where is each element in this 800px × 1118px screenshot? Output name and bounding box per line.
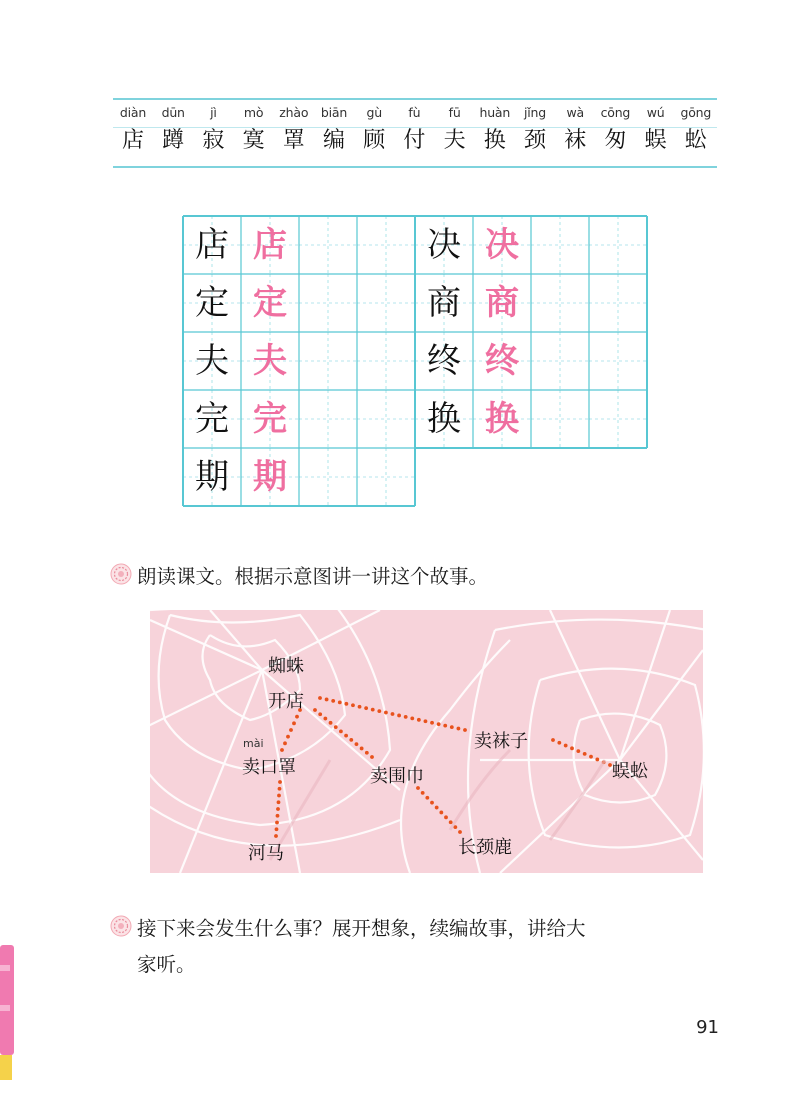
connector-dot: [344, 702, 348, 706]
connector-dot: [329, 721, 333, 725]
vocab-character: 颈: [523, 128, 546, 153]
vocab-word: [435, 100, 475, 160]
connector-dot: [318, 712, 322, 716]
vocab-word: [153, 100, 193, 160]
vocabulary-strip: [113, 98, 717, 168]
model-character: 夫: [195, 341, 229, 381]
trace-character: 定: [253, 283, 287, 323]
connector-dot: [424, 719, 428, 723]
connector-dot: [292, 721, 296, 725]
connector-dot: [286, 735, 290, 739]
connector-dot: [276, 814, 280, 818]
vocab-character: 罩: [282, 128, 305, 153]
connector-dot: [564, 744, 568, 748]
vocab-character: 蜈: [644, 128, 667, 153]
connector-dot: [449, 820, 453, 824]
task-1: [110, 560, 710, 594]
connector-dot: [417, 718, 421, 722]
node-sell-scarf: 卖围巾: [370, 766, 424, 787]
vocab-pinyin: zhào: [279, 105, 309, 120]
connector-dot: [457, 727, 461, 731]
vocab-character: 匆: [604, 128, 627, 153]
vocab-word: [475, 100, 515, 160]
connector-dot: [295, 715, 299, 719]
model-character: 定: [195, 283, 229, 323]
spider-web-background: [150, 610, 703, 873]
vocab-word: [234, 100, 274, 160]
connector-dot: [391, 712, 395, 716]
vocab-character: 顾: [363, 128, 386, 153]
node-centipede: 蜈蚣: [612, 761, 648, 782]
vocab-word: [636, 100, 676, 160]
vocab-word: [394, 100, 434, 160]
connector-dot: [435, 806, 439, 810]
vocab-pinyin: fū: [448, 105, 461, 120]
connector-dot: [437, 722, 441, 726]
vocab-pinyin: jì: [210, 105, 217, 120]
connector-dot: [325, 698, 329, 702]
connector-dot: [404, 715, 408, 719]
vocab-character: 蹲: [162, 128, 185, 153]
task-2-line-1: 接下来会发生什么事？展开想象，续编故事，讲给大: [137, 917, 586, 940]
vocab-character: 夫: [443, 128, 466, 153]
vocab-character: 袜: [564, 128, 587, 153]
vocab-pinyin: jǐng: [523, 105, 546, 120]
vocab-pinyin: fù: [408, 105, 421, 120]
trace-character: 换: [485, 399, 519, 439]
connector-dot: [576, 749, 580, 753]
connector-dot: [430, 801, 434, 805]
connector-dot: [595, 758, 599, 762]
side-decoration: [0, 945, 18, 1085]
connector-dot: [275, 827, 279, 831]
connector-dot: [444, 815, 448, 819]
connector-dot: [570, 746, 574, 750]
connector-dot: [365, 751, 369, 755]
vocab-pinyin: diàn: [119, 105, 147, 120]
connector-dot: [589, 755, 593, 759]
model-character: 商: [427, 283, 461, 323]
vocab-pinyin: gōng: [680, 105, 712, 120]
connector-dot: [371, 708, 375, 712]
node-spider: 蜘蛛: [268, 656, 304, 677]
connector-dot: [557, 741, 561, 745]
trace-character: 完: [253, 399, 287, 439]
flower-bullet-icon: [110, 563, 132, 585]
node-sell-mask: 卖口罩: [242, 757, 296, 778]
vocab-word: [274, 100, 314, 160]
vocab-word: [354, 100, 394, 160]
connector-dot: [360, 747, 364, 751]
connector-dot: [377, 709, 381, 713]
model-character: 终: [427, 341, 461, 381]
node-open-shop: 开店: [268, 691, 304, 712]
flower-bullet-icon: [110, 915, 132, 937]
vocab-pinyin: wà: [566, 105, 584, 120]
connector-dot: [278, 787, 282, 791]
connector-dot: [289, 728, 293, 732]
model-character: 决: [427, 225, 461, 265]
connector-dot: [463, 728, 467, 732]
connector-dot: [397, 714, 401, 718]
model-character: 期: [195, 457, 229, 497]
connector-dot: [344, 734, 348, 738]
connector-dot: [280, 748, 284, 752]
vocab-character: 付: [403, 128, 426, 153]
connector-dot: [283, 741, 287, 745]
model-character: 完: [195, 399, 229, 439]
vocab-character: 店: [121, 128, 144, 153]
node-hippo: 河马: [248, 843, 284, 864]
vocab-word: [113, 100, 153, 160]
connector-dot: [276, 807, 280, 811]
connector-dot: [278, 780, 282, 784]
vocab-pinyin: mò: [243, 105, 264, 120]
trace-character: 商: [485, 283, 519, 323]
connector-dot: [364, 706, 368, 710]
vocab-pinyin: biān: [320, 105, 348, 120]
vocab-pinyin: huàn: [479, 105, 511, 120]
page-number: 91: [696, 1017, 719, 1038]
vocab-character: 换: [483, 128, 506, 153]
connector-dot: [338, 700, 342, 704]
connector-dot: [384, 711, 388, 715]
vocab-character: 蚣: [684, 128, 707, 153]
vocab-character: 编: [322, 128, 345, 153]
connector-dot: [410, 716, 414, 720]
vocab-word: [193, 100, 233, 160]
connector-dot: [430, 721, 434, 725]
vocab-pinyin: gù: [366, 105, 382, 120]
trace-character: 决: [485, 225, 519, 265]
story-map: [150, 610, 703, 873]
node-giraffe: 长颈鹿: [458, 837, 512, 858]
vocab-pinyin: cōng: [600, 105, 631, 120]
connector-dot: [277, 794, 281, 798]
writing-grid: [182, 215, 648, 509]
connector-dot: [421, 791, 425, 795]
connector-dot: [339, 729, 343, 733]
trace-character: 期: [253, 457, 287, 497]
vocab-character: 寞: [242, 128, 265, 153]
connector-dot: [275, 821, 279, 825]
model-character: 店: [195, 225, 229, 265]
pinyin-mai: mài: [243, 737, 264, 750]
vocab-word: [515, 100, 555, 160]
connector-dot: [323, 717, 327, 721]
trace-character: 店: [253, 225, 287, 265]
connector-dot: [334, 725, 338, 729]
connector-dot: [331, 699, 335, 703]
connector-dot: [551, 738, 555, 742]
node-sell-socks: 卖袜子: [474, 731, 528, 752]
vocab-word: [595, 100, 635, 160]
trace-character: 终: [485, 341, 519, 381]
connector-dot: [351, 703, 355, 707]
vocab-word: [676, 100, 716, 160]
connector-dot: [318, 696, 322, 700]
vocab-character: 寂: [202, 128, 225, 153]
connector-dot: [450, 725, 454, 729]
task-2-line-2: 家听。: [137, 953, 196, 976]
connector-dot: [358, 705, 362, 709]
connector-dot: [370, 755, 374, 759]
model-character: 换: [427, 399, 461, 439]
task-2: [110, 912, 730, 992]
trace-character: 夫: [253, 341, 287, 381]
connector-dot: [274, 834, 278, 838]
task-1-text: 朗读课文。根据示意图讲一讲这个故事。: [137, 565, 489, 588]
connector-dot: [439, 811, 443, 815]
vocab-word: [555, 100, 595, 160]
connector-dot: [313, 708, 317, 712]
connector-dot: [425, 796, 429, 800]
connector-dot: [277, 800, 281, 804]
connector-dot: [349, 738, 353, 742]
vocab-pinyin: wú: [646, 105, 665, 120]
vocab-pinyin: dūn: [161, 105, 185, 120]
connector-dot: [443, 724, 447, 728]
connector-dot: [355, 742, 359, 746]
connector-dot: [583, 752, 587, 756]
vocab-word: [314, 100, 354, 160]
